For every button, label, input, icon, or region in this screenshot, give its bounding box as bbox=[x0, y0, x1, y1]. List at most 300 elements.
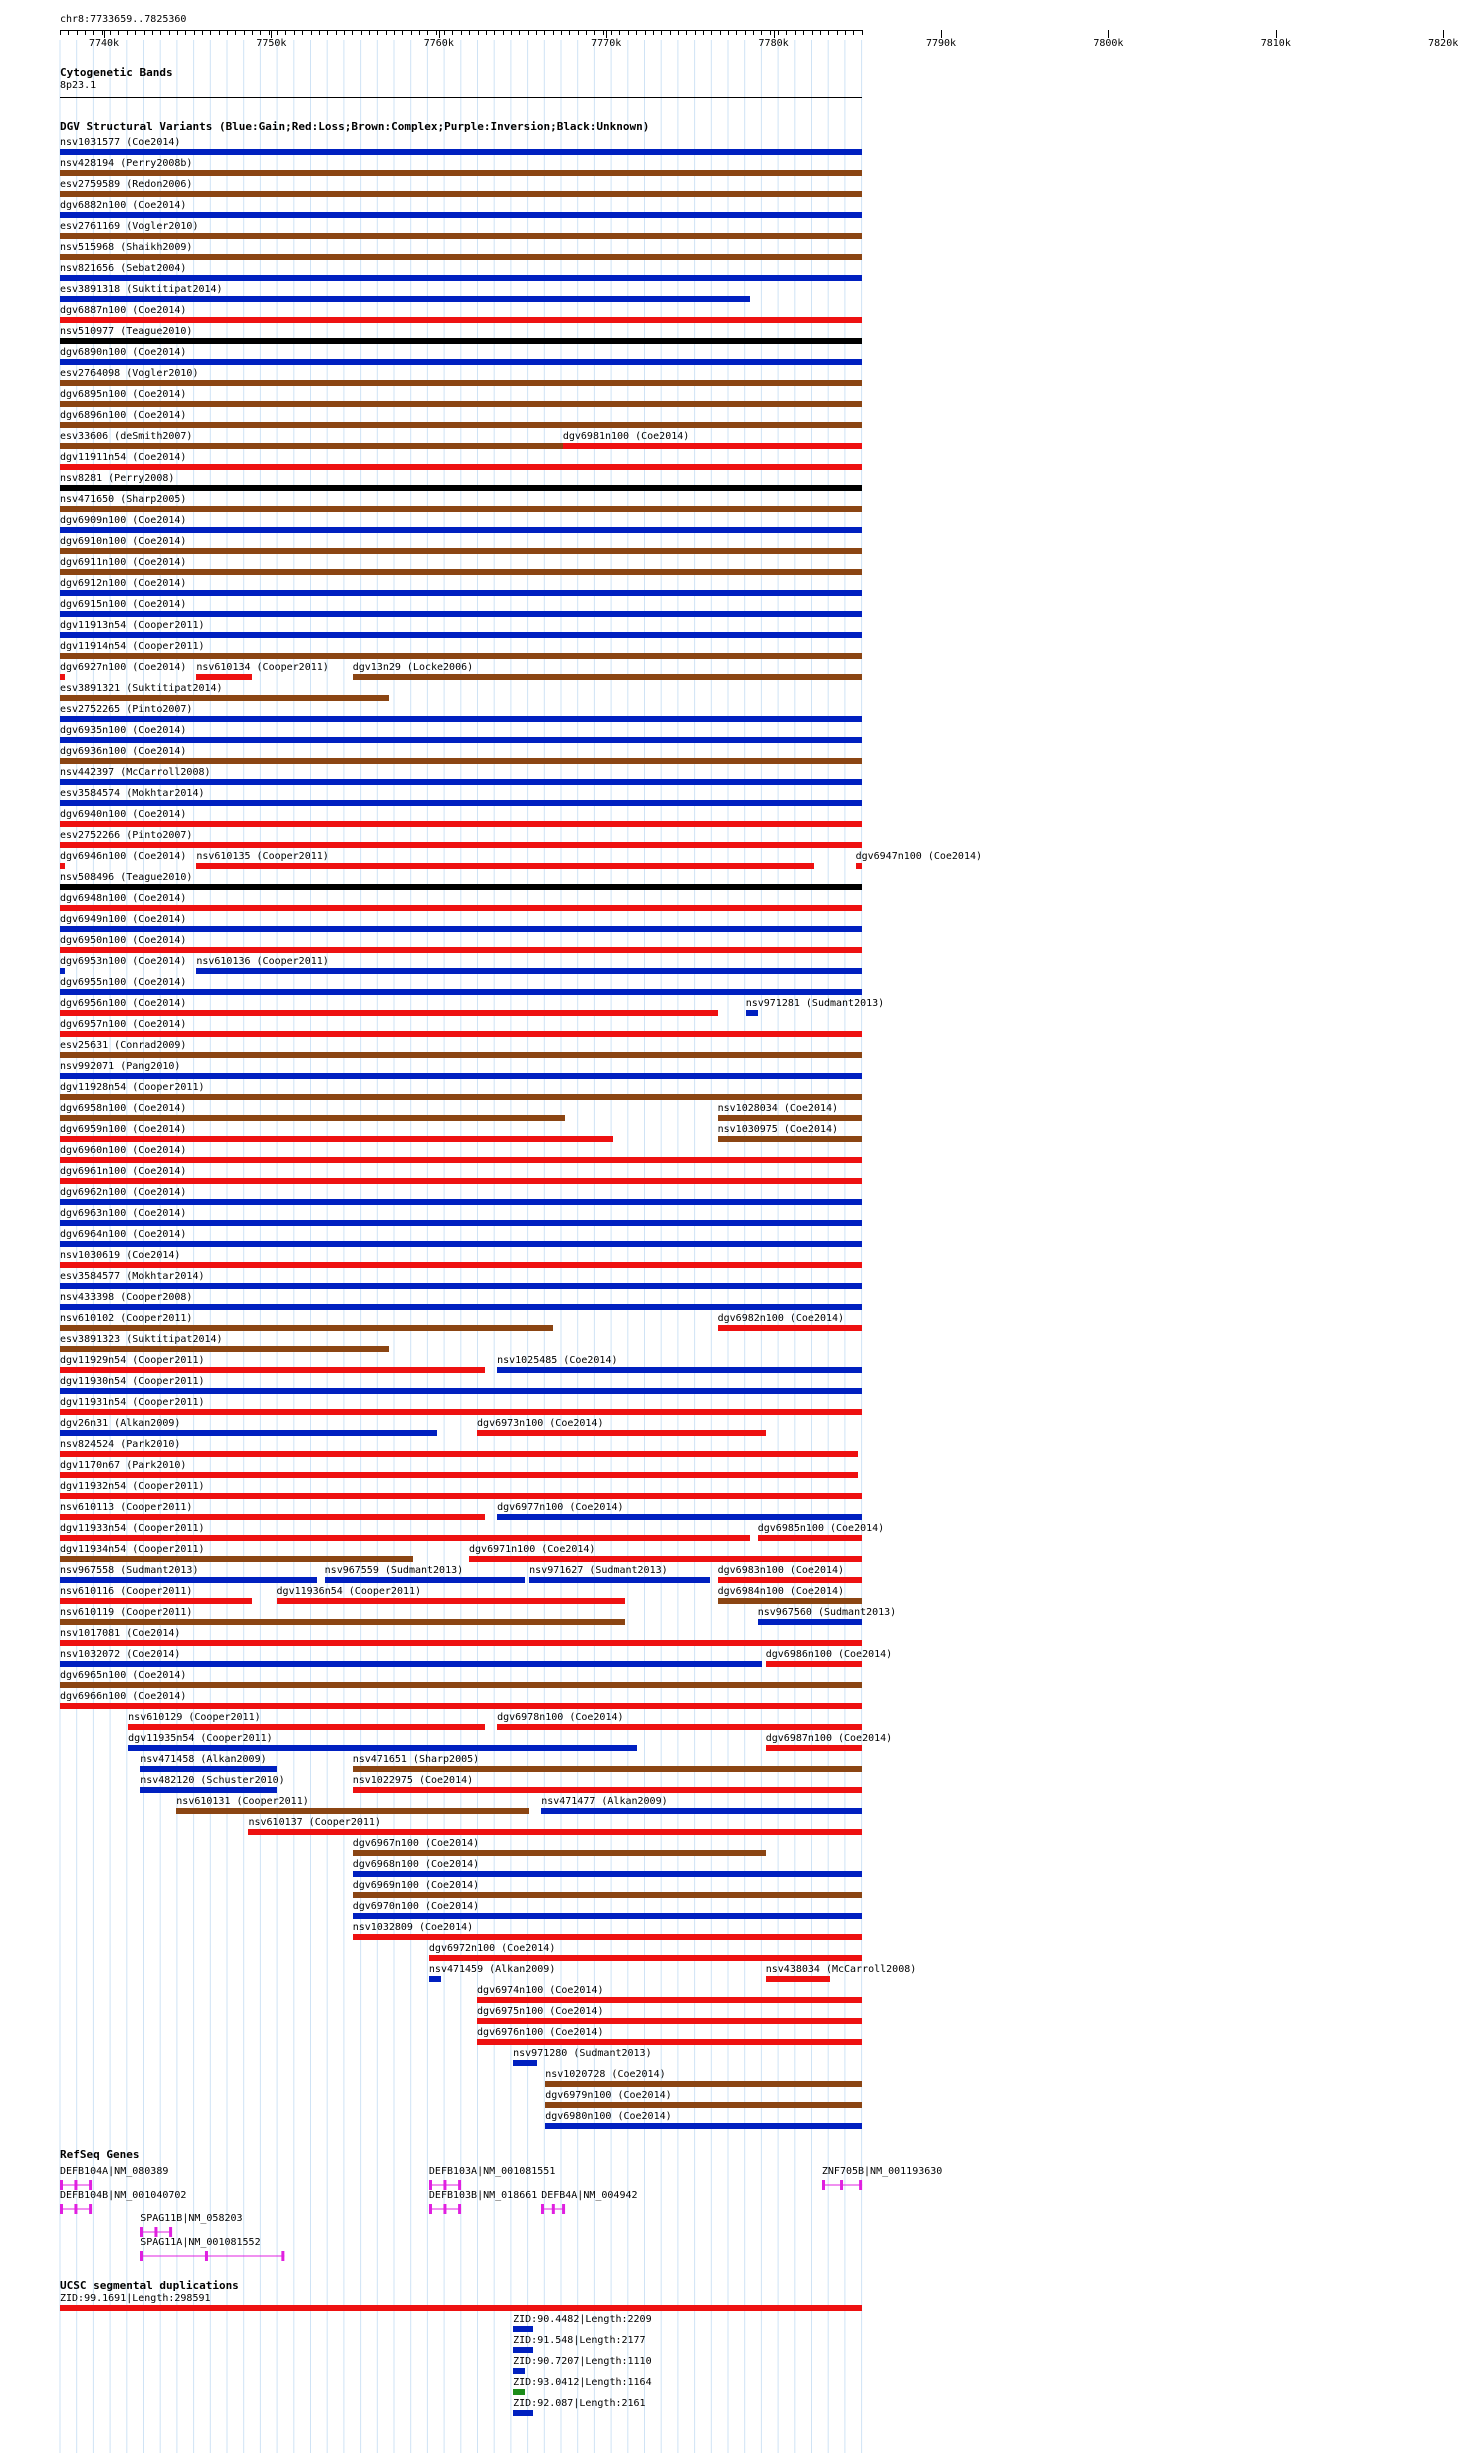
variant-bar-loss[interactable] bbox=[60, 863, 65, 869]
variant-label[interactable]: esv2761169 (Vogler2010) bbox=[60, 221, 199, 232]
variant-label[interactable]: nsv610113 (Cooper2011) bbox=[60, 1502, 193, 1513]
axis-tick-label: 7820k bbox=[1428, 38, 1458, 49]
variant-label[interactable]: dgv6973n100 (Coe2014) bbox=[477, 1418, 604, 1429]
ruler-tick bbox=[311, 30, 312, 35]
variant-bar-complex[interactable] bbox=[718, 1115, 862, 1121]
variant-label[interactable]: nsv971627 (Sudmant2013) bbox=[529, 1565, 668, 1576]
variant-bar-loss[interactable] bbox=[128, 1724, 485, 1730]
variant-label[interactable]: dgv6948n100 (Coe2014) bbox=[60, 893, 187, 904]
ruler-tick bbox=[152, 30, 153, 35]
variant-label[interactable]: dgv6896n100 (Coe2014) bbox=[60, 410, 187, 421]
variant-label[interactable]: nsv971280 (Sudmant2013) bbox=[513, 2048, 652, 2059]
variant-bar-gain[interactable] bbox=[140, 1787, 276, 1793]
variant-label[interactable]: nsv471458 (Alkan2009) bbox=[140, 1754, 267, 1765]
variant-bar-loss[interactable] bbox=[196, 863, 814, 869]
variant-bar-complex[interactable] bbox=[353, 674, 862, 680]
variant-label[interactable]: dgv6956n100 (Coe2014) bbox=[60, 998, 187, 1009]
variant-bar-gain[interactable] bbox=[60, 632, 862, 638]
variant-bar-loss[interactable] bbox=[766, 1976, 830, 1982]
variant-label[interactable]: dgv6936n100 (Coe2014) bbox=[60, 746, 187, 757]
variant-label[interactable]: esv3584574 (Mokhtar2014) bbox=[60, 788, 205, 799]
gene-model[interactable] bbox=[429, 2203, 461, 2215]
ruler-tick bbox=[795, 30, 796, 35]
variant-label[interactable]: dgv6958n100 (Coe2014) bbox=[60, 1103, 187, 1114]
variant-label[interactable]: dgv6890n100 (Coe2014) bbox=[60, 347, 187, 358]
variant-label[interactable]: dgv11936n54 (Cooper2011) bbox=[276, 1586, 422, 1597]
variant-label[interactable]: nsv1031577 (Coe2014) bbox=[60, 137, 181, 148]
variant-bar-gain[interactable] bbox=[353, 1913, 862, 1919]
variant-bar-gain[interactable] bbox=[60, 1220, 862, 1226]
variant-label[interactable]: dgv6965n100 (Coe2014) bbox=[60, 1670, 187, 1681]
variant-label[interactable]: nsv508496 (Teague2010) bbox=[60, 872, 193, 883]
ruler-tick bbox=[544, 30, 545, 35]
segdup-label[interactable]: ZID:99.1691|Length:298591 bbox=[60, 2293, 211, 2304]
variant-label[interactable]: nsv438034 (McCarroll2008) bbox=[765, 1964, 917, 1975]
variant-bar-gain[interactable] bbox=[196, 968, 862, 974]
variant-bar-complex[interactable] bbox=[60, 191, 862, 197]
variant-bar-loss[interactable] bbox=[477, 2039, 862, 2045]
variant-label[interactable]: dgv6969n100 (Coe2014) bbox=[352, 1880, 480, 1891]
variant-bar-gain[interactable] bbox=[60, 275, 862, 281]
variant-label[interactable]: dgv6947n100 (Coe2014) bbox=[855, 851, 983, 862]
ruler-tick bbox=[235, 30, 236, 35]
variant-label[interactable]: nsv442397 (McCarroll2008) bbox=[60, 767, 211, 778]
variant-label[interactable]: dgv6986n100 (Coe2014) bbox=[765, 1649, 893, 1660]
gene-label[interactable]: DEFB103B|NM_018661 bbox=[428, 2190, 538, 2201]
variant-bar-complex[interactable] bbox=[60, 380, 862, 386]
variant-label[interactable]: nsv967559 (Sudmant2013) bbox=[324, 1565, 464, 1576]
variant-bar-gain[interactable] bbox=[60, 1430, 437, 1436]
segdup-label[interactable]: ZID:90.4482|Length:2209 bbox=[513, 2314, 652, 2325]
variant-label[interactable]: dgv6961n100 (Coe2014) bbox=[60, 1166, 187, 1177]
ruler-tick bbox=[753, 30, 754, 35]
variant-label[interactable]: dgv6981n100 (Coe2014) bbox=[562, 431, 690, 442]
gene-model[interactable] bbox=[541, 2203, 565, 2215]
variant-label[interactable]: nsv610119 (Cooper2011) bbox=[60, 1607, 193, 1618]
variant-label[interactable]: nsv482120 (Schuster2010) bbox=[140, 1775, 285, 1786]
variant-label[interactable]: dgv6949n100 (Coe2014) bbox=[60, 914, 187, 925]
variant-bar-complex[interactable] bbox=[60, 170, 862, 176]
variant-bar-loss[interactable] bbox=[60, 674, 65, 680]
variant-label[interactable]: dgv6982n100 (Coe2014) bbox=[717, 1313, 845, 1324]
gene-label[interactable]: DEFB4A|NM_004942 bbox=[541, 2190, 638, 2201]
variant-label[interactable]: dgv6987n100 (Coe2014) bbox=[765, 1733, 893, 1744]
variant-label[interactable]: dgv11914n54 (Cooper2011) bbox=[60, 641, 205, 652]
variant-bar-loss[interactable] bbox=[60, 842, 862, 848]
segdup-bar[interactable] bbox=[513, 2389, 525, 2395]
variant-label[interactable]: esv3584577 (Mokhtar2014) bbox=[60, 1271, 205, 1282]
segdup-bar[interactable] bbox=[513, 2347, 533, 2353]
variant-label[interactable]: esv2752265 (Pinto2007) bbox=[60, 704, 193, 715]
variant-label[interactable]: dgv6940n100 (Coe2014) bbox=[60, 809, 187, 820]
variant-bar-loss[interactable] bbox=[718, 1577, 862, 1583]
variant-label[interactable]: dgv11934n54 (Cooper2011) bbox=[60, 1544, 205, 1555]
variant-label[interactable]: dgv13n29 (Locke2006) bbox=[352, 662, 474, 673]
variant-bar-gain[interactable] bbox=[60, 1577, 317, 1583]
variant-bar-loss[interactable] bbox=[429, 1955, 862, 1961]
variant-label[interactable]: dgv11930n54 (Cooper2011) bbox=[60, 1376, 205, 1387]
variant-label[interactable]: nsv824524 (Park2010) bbox=[60, 1439, 181, 1450]
variant-bar-loss[interactable] bbox=[766, 1661, 862, 1667]
variant-label[interactable]: dgv6980n100 (Coe2014) bbox=[545, 2111, 672, 2122]
variant-label[interactable]: nsv610102 (Cooper2011) bbox=[60, 1313, 193, 1324]
variant-label[interactable]: dgv6978n100 (Coe2014) bbox=[497, 1712, 624, 1723]
variant-label[interactable]: dgv6963n100 (Coe2014) bbox=[60, 1208, 187, 1219]
variant-label[interactable]: esv3891321 (Suktitipat2014) bbox=[60, 683, 223, 694]
variant-label[interactable]: nsv967558 (Sudmant2013) bbox=[60, 1565, 199, 1576]
variant-bar-gain[interactable] bbox=[140, 1766, 276, 1772]
variant-label[interactable]: dgv6910n100 (Coe2014) bbox=[60, 536, 187, 547]
variant-bar-loss[interactable] bbox=[60, 1451, 858, 1457]
variant-label[interactable]: dgv11913n54 (Cooper2011) bbox=[60, 620, 205, 631]
ruler-tick bbox=[60, 30, 61, 35]
variant-bar-gain[interactable] bbox=[60, 989, 862, 995]
variant-label[interactable]: esv3891318 (Suktitipat2014) bbox=[60, 284, 223, 295]
variant-label[interactable]: nsv515968 (Shaikh2009) bbox=[60, 242, 193, 253]
variant-label[interactable]: dgv6957n100 (Coe2014) bbox=[60, 1019, 187, 1030]
variant-label[interactable]: nsv971281 (Sudmant2013) bbox=[745, 998, 885, 1009]
variant-label[interactable]: nsv1032072 (Coe2014) bbox=[60, 1649, 181, 1660]
variant-bar-complex[interactable] bbox=[60, 233, 862, 239]
variant-bar-gain[interactable] bbox=[758, 1619, 862, 1625]
variant-bar-loss[interactable] bbox=[60, 1136, 613, 1142]
variant-bar-complex[interactable] bbox=[60, 1682, 862, 1688]
variant-label[interactable]: nsv610129 (Cooper2011) bbox=[128, 1712, 261, 1723]
variant-bar-loss[interactable] bbox=[60, 1178, 862, 1184]
variant-label[interactable]: dgv6955n100 (Coe2014) bbox=[60, 977, 187, 988]
gene-label[interactable]: SPAG11A|NM_001081552 bbox=[140, 2237, 261, 2248]
variant-label[interactable]: nsv610136 (Cooper2011) bbox=[196, 956, 329, 967]
variant-bar-gain[interactable] bbox=[60, 1241, 862, 1247]
variant-bar-gain[interactable] bbox=[60, 590, 862, 596]
variant-bar-complex[interactable] bbox=[545, 2102, 862, 2108]
variant-label[interactable]: dgv6960n100 (Coe2014) bbox=[60, 1145, 187, 1156]
variant-label[interactable]: nsv610134 (Cooper2011) bbox=[196, 662, 329, 673]
variant-label[interactable]: dgv6979n100 (Coe2014) bbox=[545, 2090, 672, 2101]
variant-bar-loss[interactable] bbox=[60, 905, 862, 911]
variant-label[interactable]: dgv11932n54 (Cooper2011) bbox=[60, 1481, 205, 1492]
variant-bar-gain[interactable] bbox=[60, 1304, 862, 1310]
segdup-label[interactable]: ZID:91.548|Length:2177 bbox=[513, 2335, 646, 2346]
variant-bar-gain[interactable] bbox=[60, 716, 862, 722]
variant-label[interactable]: nsv1022975 (Coe2014) bbox=[352, 1775, 474, 1786]
variant-label[interactable]: dgv6970n100 (Coe2014) bbox=[352, 1901, 480, 1912]
variant-bar-complex[interactable] bbox=[60, 1325, 553, 1331]
ruler-tick bbox=[118, 30, 119, 35]
variant-bar-loss[interactable] bbox=[60, 1493, 862, 1499]
variant-bar-loss[interactable] bbox=[477, 2018, 862, 2024]
variant-label[interactable]: esv33606 (deSmith2007) bbox=[60, 431, 193, 442]
variant-bar-gain[interactable] bbox=[60, 1283, 862, 1289]
variant-bar-loss[interactable] bbox=[758, 1535, 862, 1541]
ruler-tick bbox=[269, 30, 270, 35]
variant-bar-complex[interactable] bbox=[60, 1115, 565, 1121]
variant-label[interactable]: nsv471651 (Sharp2005) bbox=[352, 1754, 480, 1765]
variant-label[interactable]: nsv1020728 (Coe2014) bbox=[545, 2069, 666, 2080]
variant-label[interactable]: esv25631 (Conrad2009) bbox=[60, 1040, 187, 1051]
variant-bar-loss[interactable] bbox=[60, 1535, 750, 1541]
variant-bar-loss[interactable] bbox=[277, 1598, 626, 1604]
variant-label[interactable]: nsv1030619 (Coe2014) bbox=[60, 1250, 181, 1261]
variant-label[interactable]: dgv6935n100 (Coe2014) bbox=[60, 725, 187, 736]
gene-label[interactable]: DEFB104B|NM_001040702 bbox=[60, 2190, 187, 2201]
variant-bar-complex[interactable] bbox=[353, 1850, 766, 1856]
variant-bar-gain[interactable] bbox=[60, 737, 862, 743]
variant-bar-loss[interactable] bbox=[60, 1367, 485, 1373]
variant-bar-complex[interactable] bbox=[60, 506, 862, 512]
variant-bar-loss[interactable] bbox=[469, 1556, 862, 1562]
variant-label[interactable]: dgv6977n100 (Coe2014) bbox=[497, 1502, 624, 1513]
variant-bar-gain[interactable] bbox=[60, 212, 862, 218]
variant-bar-complex[interactable] bbox=[60, 1052, 862, 1058]
ruler-tick bbox=[703, 30, 704, 35]
variant-label[interactable]: nsv510977 (Teague2010) bbox=[60, 326, 193, 337]
variant-label[interactable]: dgv11928n54 (Cooper2011) bbox=[60, 1082, 205, 1093]
variant-label[interactable]: esv3891323 (Suktitipat2014) bbox=[60, 1334, 223, 1345]
ruler-major-tick bbox=[774, 30, 775, 38]
variant-bar-loss[interactable] bbox=[248, 1829, 862, 1835]
variant-bar-loss[interactable] bbox=[60, 1514, 485, 1520]
gene-label[interactable]: DEFB104A|NM_080389 bbox=[60, 2166, 169, 2177]
segdup-bar[interactable] bbox=[513, 2368, 525, 2374]
variant-bar-complex[interactable] bbox=[60, 1619, 625, 1625]
variant-bar-loss[interactable] bbox=[718, 1325, 862, 1331]
variant-bar-gain[interactable] bbox=[746, 1010, 758, 1016]
segdup-bar[interactable] bbox=[513, 2326, 533, 2332]
variant-bar-gain[interactable] bbox=[60, 1199, 862, 1205]
position-ruler bbox=[60, 30, 862, 39]
variant-label[interactable]: dgv6953n100 (Coe2014) bbox=[60, 956, 187, 967]
variant-bar-gain[interactable] bbox=[60, 926, 862, 932]
variant-label[interactable]: dgv6959n100 (Coe2014) bbox=[60, 1124, 187, 1135]
variant-label[interactable]: dgv6964n100 (Coe2014) bbox=[60, 1229, 187, 1240]
variant-bar-complex[interactable] bbox=[60, 443, 563, 449]
variant-bar-loss[interactable] bbox=[766, 1745, 862, 1751]
variant-bar-unknown[interactable] bbox=[60, 884, 862, 890]
variant-label[interactable]: nsv610131 (Cooper2011) bbox=[176, 1796, 309, 1807]
variant-bar-loss[interactable] bbox=[60, 1157, 862, 1163]
variant-label[interactable]: dgv6882n100 (Coe2014) bbox=[60, 200, 187, 211]
variant-label[interactable]: esv2764098 (Vogler2010) bbox=[60, 368, 199, 379]
variant-label[interactable]: dgv11929n54 (Cooper2011) bbox=[60, 1355, 205, 1366]
variant-label[interactable]: nsv967560 (Sudmant2013) bbox=[757, 1607, 897, 1618]
variant-bar-gain[interactable] bbox=[429, 1976, 441, 1982]
variant-bar-complex[interactable] bbox=[60, 1094, 862, 1100]
variant-label[interactable]: dgv6972n100 (Coe2014) bbox=[428, 1943, 556, 1954]
variant-bar-loss[interactable] bbox=[563, 443, 862, 449]
variant-label[interactable]: nsv1028034 (Coe2014) bbox=[717, 1103, 839, 1114]
variant-bar-gain[interactable] bbox=[60, 800, 862, 806]
variant-bar-complex[interactable] bbox=[353, 1766, 862, 1772]
gene-model[interactable] bbox=[140, 2250, 284, 2262]
variant-label[interactable]: dgv6927n100 (Coe2014) bbox=[60, 662, 187, 673]
variant-bar-complex[interactable] bbox=[60, 653, 862, 659]
dgv-title: DGV Structural Variants (Blue:Gain;Red:Loss;Brown:Complex;Purple:Inversion;Black:Unknown) bbox=[60, 120, 650, 133]
variant-bar-loss[interactable] bbox=[60, 317, 862, 323]
variant-label[interactable]: dgv11931n54 (Cooper2011) bbox=[60, 1397, 205, 1408]
variant-bar-complex[interactable] bbox=[60, 548, 862, 554]
ruler-tick bbox=[244, 30, 245, 35]
variant-label[interactable]: dgv6985n100 (Coe2014) bbox=[757, 1523, 885, 1534]
variant-bar-loss[interactable] bbox=[856, 863, 862, 869]
variant-bar-gain[interactable] bbox=[60, 968, 65, 974]
variant-bar-loss[interactable] bbox=[477, 1997, 862, 2003]
ruler-tick bbox=[277, 30, 278, 35]
variant-bar-gain[interactable] bbox=[513, 2060, 537, 2066]
variant-bar-loss[interactable] bbox=[353, 1934, 862, 1940]
variant-bar-unknown[interactable] bbox=[60, 338, 862, 344]
ruler-tick bbox=[845, 30, 846, 35]
ruler-tick bbox=[812, 30, 813, 35]
variant-bar-complex[interactable] bbox=[60, 1346, 389, 1352]
variant-label[interactable]: esv2752266 (Pinto2007) bbox=[60, 830, 193, 841]
variant-label[interactable]: nsv1017081 (Coe2014) bbox=[60, 1628, 181, 1639]
variant-bar-complex[interactable] bbox=[353, 1892, 862, 1898]
variant-bar-gain[interactable] bbox=[60, 1073, 862, 1079]
variant-label[interactable]: dgv11911n54 (Coe2014) bbox=[60, 452, 187, 463]
segdup-label[interactable]: ZID:93.0412|Length:1164 bbox=[513, 2377, 652, 2388]
variant-label[interactable]: nsv8281 (Perry2008) bbox=[60, 473, 175, 484]
variant-bar-loss[interactable] bbox=[353, 1787, 862, 1793]
variant-label[interactable]: dgv6962n100 (Coe2014) bbox=[60, 1187, 187, 1198]
variant-label[interactable]: nsv471650 (Sharp2005) bbox=[60, 494, 187, 505]
variant-label[interactable]: dgv6984n100 (Coe2014) bbox=[717, 1586, 845, 1597]
variant-label[interactable]: dgv6971n100 (Coe2014) bbox=[469, 1544, 596, 1555]
variant-bar-loss[interactable] bbox=[60, 1409, 862, 1415]
variant-bar-loss[interactable] bbox=[60, 464, 862, 470]
variant-label[interactable]: nsv471459 (Alkan2009) bbox=[428, 1964, 556, 1975]
ruler-major-tick bbox=[104, 30, 105, 38]
variant-bar-complex[interactable] bbox=[60, 758, 862, 764]
variant-bar-loss[interactable] bbox=[497, 1724, 862, 1730]
segdup-label[interactable]: ZID:90.7207|Length:1110 bbox=[513, 2356, 652, 2367]
variant-label[interactable]: esv2759589 (Redon2006) bbox=[60, 179, 193, 190]
variant-bar-complex[interactable] bbox=[60, 254, 862, 260]
variant-label[interactable]: nsv610116 (Cooper2011) bbox=[60, 1586, 193, 1597]
segdup-bar[interactable] bbox=[60, 2305, 862, 2311]
variant-label[interactable]: dgv6950n100 (Coe2014) bbox=[60, 935, 187, 946]
variant-label[interactable]: dgv6909n100 (Coe2014) bbox=[60, 515, 187, 526]
variant-bar-gain[interactable] bbox=[60, 779, 862, 785]
variant-label[interactable]: dgv26n31 (Alkan2009) bbox=[60, 1418, 181, 1429]
variant-bar-gain[interactable] bbox=[497, 1514, 862, 1520]
variant-bar-complex[interactable] bbox=[718, 1136, 862, 1142]
variant-label[interactable]: dgv6895n100 (Coe2014) bbox=[60, 389, 187, 400]
variant-label[interactable]: dgv1170n67 (Park2010) bbox=[60, 1460, 187, 1471]
variant-bar-gain[interactable] bbox=[541, 1808, 862, 1814]
variant-label[interactable]: dgv6967n100 (Coe2014) bbox=[352, 1838, 480, 1849]
ruler-tick bbox=[411, 30, 412, 35]
variant-label[interactable]: nsv433398 (Cooper2008) bbox=[60, 1292, 193, 1303]
ruler-tick bbox=[828, 30, 829, 35]
variant-bar-complex[interactable] bbox=[60, 1556, 413, 1562]
variant-bar-loss[interactable] bbox=[196, 674, 252, 680]
variant-bar-gain[interactable] bbox=[529, 1577, 709, 1583]
variant-bar-unknown[interactable] bbox=[60, 485, 862, 491]
variant-label[interactable]: nsv471477 (Alkan2009) bbox=[541, 1796, 668, 1807]
variant-label[interactable]: dgv6946n100 (Coe2014) bbox=[60, 851, 187, 862]
variant-bar-gain[interactable] bbox=[325, 1577, 526, 1583]
gene-model[interactable] bbox=[822, 2179, 862, 2191]
variant-label[interactable]: nsv428194 (Perry2008b) bbox=[60, 158, 193, 169]
variant-label[interactable]: nsv992071 (Pang2010) bbox=[60, 1061, 181, 1072]
variant-bar-complex[interactable] bbox=[176, 1808, 529, 1814]
variant-bar-gain[interactable] bbox=[60, 527, 862, 533]
variant-label[interactable]: dgv6968n100 (Coe2014) bbox=[352, 1859, 480, 1870]
variant-label[interactable]: nsv1032809 (Coe2014) bbox=[352, 1922, 474, 1933]
variant-bar-gain[interactable] bbox=[353, 1871, 862, 1877]
variant-bar-gain[interactable] bbox=[60, 359, 862, 365]
variant-label[interactable]: dgv6976n100 (Coe2014) bbox=[477, 2027, 604, 2038]
variant-bar-loss[interactable] bbox=[60, 1472, 858, 1478]
ruler-major-tick bbox=[1276, 30, 1277, 38]
variant-label[interactable]: dgv6983n100 (Coe2014) bbox=[717, 1565, 845, 1576]
variant-label[interactable]: dgv6887n100 (Coe2014) bbox=[60, 305, 187, 316]
variant-bar-complex[interactable] bbox=[60, 401, 862, 407]
variant-bar-complex[interactable] bbox=[60, 422, 862, 428]
variant-bar-loss[interactable] bbox=[60, 947, 862, 953]
ruler-tick bbox=[252, 30, 253, 35]
ruler-tick bbox=[452, 30, 453, 35]
variant-label[interactable]: nsv1030975 (Coe2014) bbox=[717, 1124, 839, 1135]
variant-bar-gain[interactable] bbox=[60, 1661, 762, 1667]
variant-bar-loss[interactable] bbox=[60, 1031, 862, 1037]
ruler-tick bbox=[761, 30, 762, 35]
ruler-tick bbox=[628, 30, 629, 35]
variant-bar-loss[interactable] bbox=[60, 1640, 862, 1646]
variant-label[interactable]: nsv610137 (Cooper2011) bbox=[248, 1817, 381, 1828]
gene-model[interactable] bbox=[60, 2203, 92, 2215]
variant-label[interactable]: dgv6975n100 (Coe2014) bbox=[477, 2006, 604, 2017]
gene-label[interactable]: ZNF705B|NM_001193630 bbox=[821, 2166, 943, 2177]
gene-label[interactable]: SPAG11B|NM_058203 bbox=[140, 2213, 243, 2224]
ruler-tick bbox=[285, 30, 286, 35]
variant-bar-gain[interactable] bbox=[60, 611, 862, 617]
segdup-bar[interactable] bbox=[513, 2410, 533, 2416]
gene-label[interactable]: DEFB103A|NM_001081551 bbox=[428, 2166, 556, 2177]
segdup-label[interactable]: ZID:92.087|Length:2161 bbox=[513, 2398, 646, 2409]
variant-bar-loss[interactable] bbox=[60, 1262, 862, 1268]
variant-bar-gain[interactable] bbox=[497, 1367, 862, 1373]
variant-bar-complex[interactable] bbox=[545, 2081, 862, 2087]
variant-label[interactable]: dgv6911n100 (Coe2014) bbox=[60, 557, 187, 568]
variant-label[interactable]: nsv610135 (Cooper2011) bbox=[196, 851, 329, 862]
ruler-tick bbox=[444, 30, 445, 35]
variant-bar-complex[interactable] bbox=[718, 1598, 862, 1604]
refseq-title: RefSeq Genes bbox=[60, 2148, 140, 2161]
variant-label[interactable]: dgv6915n100 (Coe2014) bbox=[60, 599, 187, 610]
variant-label[interactable]: dgv6974n100 (Coe2014) bbox=[477, 1985, 604, 1996]
variant-bar-gain[interactable] bbox=[60, 296, 750, 302]
variant-bar-loss[interactable] bbox=[60, 1703, 862, 1709]
variant-bar-gain[interactable] bbox=[60, 1388, 862, 1394]
variant-label[interactable]: dgv11935n54 (Cooper2011) bbox=[128, 1733, 273, 1744]
variant-bar-complex[interactable] bbox=[60, 569, 862, 575]
variant-bar-gain[interactable] bbox=[128, 1745, 637, 1751]
variant-bar-gain[interactable] bbox=[60, 149, 862, 155]
variant-bar-loss[interactable] bbox=[60, 1598, 252, 1604]
variant-bar-loss[interactable] bbox=[60, 821, 862, 827]
variant-label[interactable]: dgv11933n54 (Cooper2011) bbox=[60, 1523, 205, 1534]
variant-bar-loss[interactable] bbox=[477, 1430, 766, 1436]
variant-bar-complex[interactable] bbox=[60, 695, 389, 701]
variant-bar-loss[interactable] bbox=[60, 1010, 718, 1016]
variant-label[interactable]: nsv821656 (Sebat2004) bbox=[60, 263, 187, 274]
variant-bar-gain[interactable] bbox=[545, 2123, 862, 2129]
variant-label[interactable]: dgv6912n100 (Coe2014) bbox=[60, 578, 187, 589]
variant-label[interactable]: nsv1025485 (Coe2014) bbox=[497, 1355, 618, 1366]
variant-label[interactable]: dgv6966n100 (Coe2014) bbox=[60, 1691, 187, 1702]
